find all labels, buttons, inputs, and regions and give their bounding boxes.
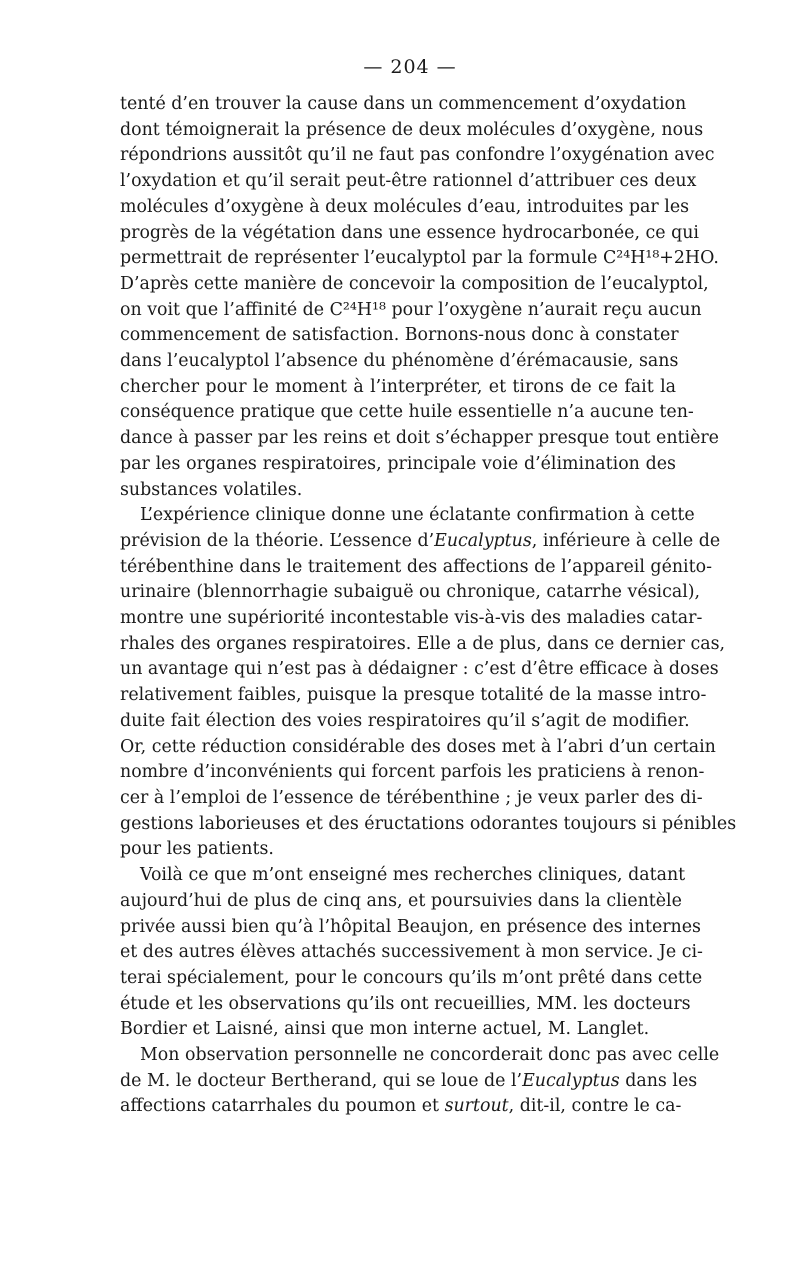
text-line: nombre d’inconvénients qui forcent parfois les praticiens à renon-	[120, 762, 705, 783]
text-line: de M. le docteur Bertherand, qui se loue de l’Eucalyptus dans les	[120, 1070, 698, 1091]
paragraph	[120, 503, 737, 863]
text-line: gestions laborieuses et des éructations odorantes toujours si pénibles	[120, 813, 737, 834]
text-line: montre une supériorité incontestable vis-à-vis des maladies catar-	[120, 608, 703, 629]
text-line: étude et les observations qu’ils ont recueillies, MM. les docteurs	[120, 993, 691, 1014]
text-line: cer à l’emploi de l’essence de térébenthine ; je veux parler des di-	[120, 787, 703, 808]
text-line: conséquence pratique que cette huile essentielle n’a aucune ten-	[120, 402, 694, 423]
text-line: duite fait élection des voies respiratoires qu’il s’agit de modifier.	[120, 710, 690, 731]
text-line: pour les patients.	[120, 839, 274, 860]
text-line: et des autres élèves attachés successivement à mon service. Je ci-	[120, 942, 703, 963]
body-text	[120, 92, 737, 1120]
text-line: aujourd’hui de plus de cinq ans, et poursuivies dans la clientèle	[120, 890, 682, 911]
paragraph	[120, 92, 719, 503]
text-line: répondrions aussitôt qu’il ne faut pas confondre l’oxygénation avec	[120, 145, 715, 166]
text-line: chercher pour le moment à l’interpréter, et tirons de ce fait la	[120, 376, 676, 397]
text-line: prévision de la théorie. L’essence d’Eucalyptus, inférieure à celle de	[120, 530, 721, 551]
paragraph	[120, 863, 703, 1043]
text-line: Mon observation personnelle ne concorderait donc pas avec celle	[140, 1045, 720, 1066]
text-line: un avantage qui n’est pas à dédaigner : c’est d’être efficace à doses	[120, 659, 719, 680]
text-line: l’oxydation et qu’il serait peut-être rationnel d’attribuer ces deux	[120, 171, 697, 192]
book-page	[120, 52, 737, 1120]
text-line: substances volatiles.	[120, 479, 303, 500]
text-line: térébenthine dans le traitement des affections de l’appareil génito-	[120, 556, 712, 577]
text-line: permettrait de représenter l’eucalyptol par la formule C²⁴H¹⁸+2HO.	[120, 248, 719, 269]
text-line: progrès de la végétation dans une essence hydrocarbonée, ce qui	[120, 222, 699, 243]
paragraph	[120, 1043, 720, 1120]
text-line: urinaire (blennorrhagie subaiguë ou chronique, catarrhe vésical),	[120, 582, 701, 603]
text-line: molécules d’oxygène à deux molécules d’eau, introduites par les	[120, 196, 690, 217]
text-line: relativement faibles, puisque la presque totalité de la masse intro-	[120, 685, 707, 706]
text-line: rhales des organes respiratoires. Elle a de plus, dans ce dernier cas,	[120, 633, 726, 654]
text-line: Voilà ce que m’ont enseigné mes recherches cliniques, datant	[140, 865, 686, 886]
text-line: L’expérience clinique donne une éclatante confirmation à cette	[140, 505, 695, 526]
text-line: dans l’eucalyptol l’absence du phénomène d’érémacausie, sans	[120, 351, 679, 372]
text-line: tenté d’en trouver la cause dans un commencement d’oxydation	[120, 94, 687, 114]
text-line: par les organes respiratoires, principale voie d’élimination des	[120, 453, 676, 474]
text-line: privée aussi bien qu’à l’hôpital Beaujon, en présence des internes	[120, 916, 701, 937]
text-line: dont témoignerait la présence de deux molécules d’oxygène, nous	[120, 119, 704, 140]
text-line: on voit que l’affinité de C²⁴H¹⁸ pour l’oxygène n’aurait reçu aucun	[120, 299, 702, 320]
text-line: Or, cette réduction considérable des doses met à l’abri d’un certain	[120, 736, 716, 757]
page-number: — 204 —	[363, 56, 457, 78]
text-line: affections catarrhales du poumon et surtout, dit-il, contre le ca-	[120, 1096, 682, 1117]
text-line: commencement de satisfaction. Bornons-nous donc à constater	[120, 325, 679, 346]
text-line: dance à passer par les reins et doit s’échapper presque tout entière	[120, 428, 719, 449]
text-line: D’après cette manière de concevoir la composition de l’eucalyptol,	[120, 273, 709, 294]
text-line: Bordier et Laisné, ainsi que mon interne actuel, M. Langlet.	[120, 1019, 650, 1040]
text-line: terai spécialement, pour le concours qu’ils m’ont prêté dans cette	[120, 967, 703, 988]
